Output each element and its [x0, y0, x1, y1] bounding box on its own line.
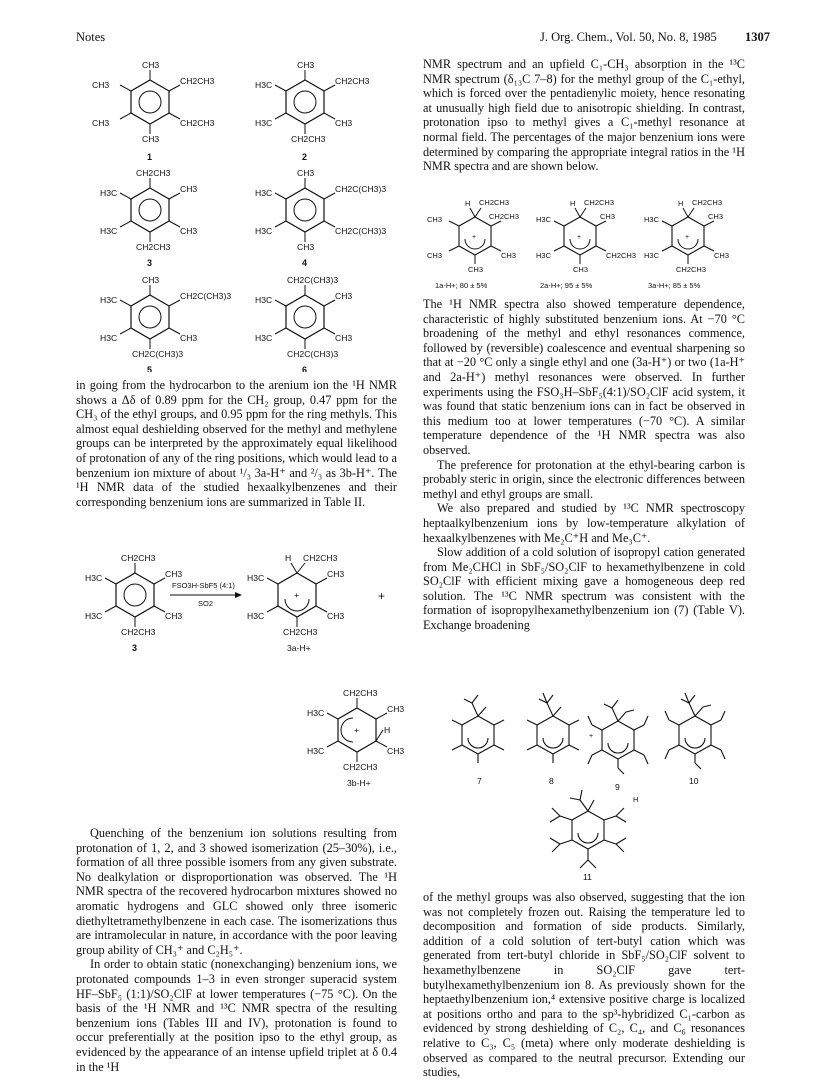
ion-11-structure: [550, 790, 626, 868]
paragraph: NMR spectrum and an upfield C₁-CH₃ absorption in the ¹³C NMR spectrum (δ₁₃C 7–8) for the methyl group of the C₁-ethyl, which is forced over the pentadienylic moiety, hence resonating at unusually high field due to anisotropic shielding. In contrast, protonation ipso to methyl gives a C₁-methyl resonance at normal field. The percentages of the major benzenium ions were determined by comparing the appropriate integral ratios in the ¹H NMR spectra and are shown below.: [423, 57, 745, 174]
svg-text:H: H: [465, 199, 471, 208]
svg-text:CH3: CH3: [427, 251, 443, 260]
paragraph: The ¹H NMR spectra also showed temperature dependence, characteristic of highly substituted benzenium ions. At −70 °C broadening of the methyl and ethyl resonances commence, followed by (reversible) coalescence and eventual sharpening so that at −20 °C only a single ethyl and one (3a-H⁺) or two (1a-H⁺ and 2a-H⁺) methyl resonances were observed. In further experiments using the FSO₃H–SbF₅(4:1)/SO₂ClF acid system, it was found that static benzenium ions can in fact be observed in this medium too at lower temperatures (−70 °C). A similar temperature dependence of the ¹H NMR spectra was also observed.: [423, 297, 745, 457]
svg-text:H3C: H3C: [100, 226, 118, 236]
svg-text:H3C: H3C: [247, 573, 265, 583]
svg-text:5: 5: [147, 365, 153, 372]
right-text-top: [423, 57, 745, 174]
ion-9-structure: [588, 700, 648, 774]
svg-text:+: +: [577, 234, 582, 241]
paragraph: We also prepared and studied by ¹³C NMR spectroscopy heptaalkylbenzenium ions by low-temperature alkylation of hexaalkylbenzenes with Me₂C⁺H and Me₃C⁺.: [423, 501, 745, 545]
ion-10-structure: [665, 693, 725, 769]
compound-1-structure: [92, 60, 215, 162]
svg-text:CH3: CH3: [92, 118, 110, 128]
compounds-1-6-figure: [60, 52, 410, 372]
svg-text:1a-H+; 80 ± 5%: 1a-H+; 80 ± 5%: [435, 281, 488, 290]
svg-text:CH3: CH3: [714, 251, 730, 260]
svg-text:H3C: H3C: [255, 118, 273, 128]
svg-text:3b-H+: 3b-H+: [347, 778, 371, 788]
svg-text:SO2: SO2: [198, 599, 214, 608]
right-text-bottom: [423, 890, 745, 1080]
svg-text:FSO3H-SbF5 (4:1): FSO3H-SbF5 (4:1): [172, 581, 235, 590]
svg-text:CH3: CH3: [142, 275, 160, 285]
svg-text:CH2CH3: CH2CH3: [479, 198, 510, 207]
svg-text:+: +: [685, 234, 690, 241]
svg-text:CH2CH3: CH2CH3: [121, 627, 156, 637]
svg-text:H3C: H3C: [85, 573, 103, 583]
svg-text:H3C: H3C: [536, 215, 552, 224]
ion-7-structure: [452, 695, 504, 763]
svg-text:+: +: [589, 733, 594, 740]
svg-text:CH2CH3: CH2CH3: [121, 553, 156, 563]
paragraph: in going from the hydrocarbon to the arenium ion the ¹H NMR shows a Δδ of 0.89 ppm for the CH₂ group, 0.47 ppm for the CH₃ of the ethyl groups, and 0.95 ppm for the ring methyls. This almost equal deshielding observed for the methyl and methylene groups can be interpreted by the approximately equal likelihood of protonation of any of the ring positions, which would lead to a benzenium ion mixture of about ¹/₃ 3a-H⁺ and ²/₃ as 3b-H⁺. The ¹H NMR data of the studied hexaalkylbenzenes and their corresponding benzenium ions are summarized in Table II.: [76, 378, 397, 509]
svg-text:6: 6: [302, 365, 308, 372]
svg-text:CH3: CH3: [180, 226, 198, 236]
ion-1a-structure: [427, 198, 519, 290]
svg-text:1: 1: [147, 152, 153, 162]
svg-text:CH3: CH3: [501, 251, 517, 260]
paragraph: Slow addition of a cold solution of isopropyl cation generated from Me₂CHCl in SbF₅/SO₂ClF to hexamethylbenzene in cold SO₂ClF with efficient mixing gave a homogeneous deep red solution. The ¹³C NMR spectrum was consistent with the formation of isopropylhexamethylbenzenium ion (7) (Table V). Exchange broadening: [423, 545, 745, 633]
label-11: 11: [583, 872, 592, 882]
svg-text:CH3: CH3: [92, 80, 110, 90]
label-9: 9: [615, 782, 620, 792]
svg-text:CH3: CH3: [327, 569, 345, 579]
svg-text:2: 2: [302, 152, 308, 162]
svg-text:H: H: [633, 795, 639, 804]
svg-text:CH2CH3: CH2CH3: [291, 134, 326, 144]
page-number: 1307: [745, 30, 770, 44]
label-10: 10: [689, 776, 699, 786]
paragraph: Quenching of the benzenium ion solutions resulting from protonation of 1, 2, and 3 showed isomerization (25–30%), i.e., formation of all three possible isomers from any given substrate. No dealkylation or disproportionation was observed. The ¹H NMR spectra of the recovered hydrocarbon mixtures showed no aromatic hydrogens and GLC showed only three isomeric diethyltetramethylbenzene in each case. The isomerizations thus are intramolecular in nature, in accordance with the poor leaving group ability of CH₃⁺ and C₂H₅⁺.: [76, 826, 397, 957]
svg-text:CH3: CH3: [427, 215, 443, 224]
svg-text:3a-H+: 3a-H+: [287, 643, 311, 653]
running-head-journal: J. Org. Chem., Vol. 50, No. 8, 1985: [540, 30, 717, 44]
svg-text:CH3: CH3: [180, 184, 198, 194]
svg-text:CH2C(CH3)3: CH2C(CH3)3: [180, 291, 232, 301]
label-7: 7: [477, 776, 482, 786]
svg-text:H3C: H3C: [644, 215, 660, 224]
svg-text:CH3: CH3: [387, 704, 405, 714]
svg-text:CH3: CH3: [165, 569, 183, 579]
svg-text:CH3: CH3: [180, 333, 198, 343]
svg-text:CH2CH3: CH2CH3: [303, 553, 338, 563]
svg-text:CH2CH3: CH2CH3: [343, 762, 378, 772]
svg-text:CH2CH3: CH2CH3: [180, 76, 215, 86]
svg-text:H3C: H3C: [255, 333, 273, 343]
svg-text:CH2CH3: CH2CH3: [343, 688, 378, 698]
plus-sign: +: [378, 589, 386, 603]
right-text-middle: [423, 297, 745, 633]
svg-text:H3C: H3C: [255, 295, 273, 305]
svg-text:CH3: CH3: [387, 746, 405, 756]
svg-text:CH3: CH3: [335, 333, 353, 343]
svg-text:H3C: H3C: [307, 708, 325, 718]
svg-text:CH2CH3: CH2CH3: [283, 627, 318, 637]
compound-6-structure: [255, 275, 352, 372]
compound-5-structure: [100, 275, 231, 372]
svg-text:H3C: H3C: [307, 746, 325, 756]
svg-text:+: +: [472, 234, 477, 241]
ion-3a-small-structure: [644, 198, 729, 290]
svg-text:H: H: [678, 199, 684, 208]
svg-text:CH3: CH3: [327, 611, 345, 621]
svg-text:CH2CH3: CH2CH3: [489, 212, 520, 221]
svg-text:CH2CH3: CH2CH3: [606, 251, 637, 260]
svg-text:CH2C(CH3)3: CH2C(CH3)3: [335, 184, 387, 194]
svg-text:CH3: CH3: [142, 60, 160, 70]
svg-text:4: 4: [302, 258, 308, 268]
svg-text:CH3: CH3: [165, 611, 183, 621]
svg-text:CH3: CH3: [297, 60, 315, 70]
protonation-scheme: [60, 540, 410, 830]
paragraph: In order to obtain static (nonexchanging) benzenium ions, we protonated compounds 1–3 in even stronger superacid system HF–SbF₅ (1:1)/SO₂ClF at lower temperatures (−75 °C). On the basis of the ¹H NMR and ¹³C NMR spectra of the resulting benzenium ions (Tables III and IV), protonation is found to occur preferentially at the position ipso to the ethyl group, as evidenced by the appearance of an intense upfield triplet at δ 0.4 in the ¹H: [76, 957, 397, 1074]
svg-text:H3C: H3C: [255, 226, 273, 236]
svg-text:CH3: CH3: [600, 212, 616, 221]
svg-text:H3C: H3C: [255, 80, 273, 90]
svg-text:H3C: H3C: [536, 251, 552, 260]
svg-text:H3C: H3C: [247, 611, 265, 621]
svg-text:CH3: CH3: [335, 291, 353, 301]
svg-text:CH2C(CH3)3: CH2C(CH3)3: [287, 275, 339, 285]
svg-text:CH2CH3: CH2CH3: [692, 198, 723, 207]
svg-text:H3C: H3C: [255, 188, 273, 198]
running-head-left: Notes: [76, 30, 106, 44]
svg-text:CH3: CH3: [297, 168, 315, 178]
compound-2-structure: [255, 60, 370, 162]
svg-text:H3C: H3C: [100, 295, 118, 305]
svg-text:CH2CH3: CH2CH3: [136, 242, 171, 252]
svg-text:3: 3: [132, 643, 138, 653]
paragraph: The preference for protonation at the ethyl-bearing carbon is probably steric in origin, since the electronic differences between methyl and ethyl groups are small.: [423, 457, 745, 501]
ion-3b-structure: [307, 688, 404, 788]
label-8: 8: [549, 776, 554, 786]
heptaalkylbenzenium-ions-figure: [423, 690, 745, 885]
svg-text:H: H: [285, 553, 292, 563]
svg-text:CH3: CH3: [708, 212, 724, 221]
svg-text:+: +: [354, 725, 360, 735]
svg-text:H3C: H3C: [644, 251, 660, 260]
ion-8-structure: [527, 693, 579, 763]
svg-text:CH3: CH3: [142, 134, 160, 144]
svg-text:CH2CH3: CH2CH3: [335, 76, 370, 86]
svg-text:H3C: H3C: [100, 188, 118, 198]
paragraph: of the methyl groups was also observed, suggesting that the ion was not completely frozen out. Raising the temperature led to decomposition and formation of side products. Similarly, addition of a cold solution of tert-butyl cation which was generated from tert-butyl chloride in SbF₅/SO₂ClF solvent to hexamethylbenzene in SO₂ClF gave tert-butylhexamethylbenzenium ion 8. As previously shown for the heptaethylbenzenium ion,⁴ extensive positive charge is localized at positions ortho and para to the sp³-hybridized C₁-carbon as evidenced by strong deshielding of C₂, C₄, and C₆ resonances relative to C₃, C₅ (meta) where only moderate deshielding is observed as compared to the neutral precursor. Extending our studies,: [423, 890, 745, 1080]
svg-text:CH2C(CH3)3: CH2C(CH3)3: [132, 349, 184, 359]
svg-text:H: H: [384, 725, 391, 735]
svg-text:+: +: [294, 590, 300, 600]
svg-text:CH2CH3: CH2CH3: [676, 265, 707, 274]
svg-text:H3C: H3C: [100, 333, 118, 343]
svg-text:CH3: CH3: [297, 242, 315, 252]
svg-text:CH2CH3: CH2CH3: [584, 198, 615, 207]
benzenium-ions-figure: [420, 188, 750, 293]
svg-text:3: 3: [147, 258, 153, 268]
ion-3a-structure: [247, 553, 344, 653]
svg-text:CH3: CH3: [335, 118, 353, 128]
reactant-3-structure: [85, 553, 182, 653]
left-text-top: [76, 378, 397, 509]
compound-3-structure: [100, 168, 197, 268]
svg-text:CH2CH3: CH2CH3: [136, 168, 171, 178]
svg-text:2a-H+; 95 ± 5%: 2a-H+; 95 ± 5%: [540, 281, 593, 290]
compound-4-structure: [255, 168, 386, 268]
svg-text:CH2CH3: CH2CH3: [180, 118, 215, 128]
svg-text:CH2C(CH3)3: CH2C(CH3)3: [287, 349, 339, 359]
svg-text:H3C: H3C: [85, 611, 103, 621]
svg-text:CH3: CH3: [468, 265, 484, 274]
svg-text:CH2C(CH3)3: CH2C(CH3)3: [335, 226, 387, 236]
svg-text:CH3: CH3: [573, 265, 589, 274]
left-text-bottom: [76, 826, 397, 1074]
svg-text:H: H: [570, 199, 576, 208]
svg-text:3a-H+; 85 ± 5%: 3a-H+; 85 ± 5%: [648, 281, 701, 290]
ion-2a-structure: [536, 198, 636, 290]
